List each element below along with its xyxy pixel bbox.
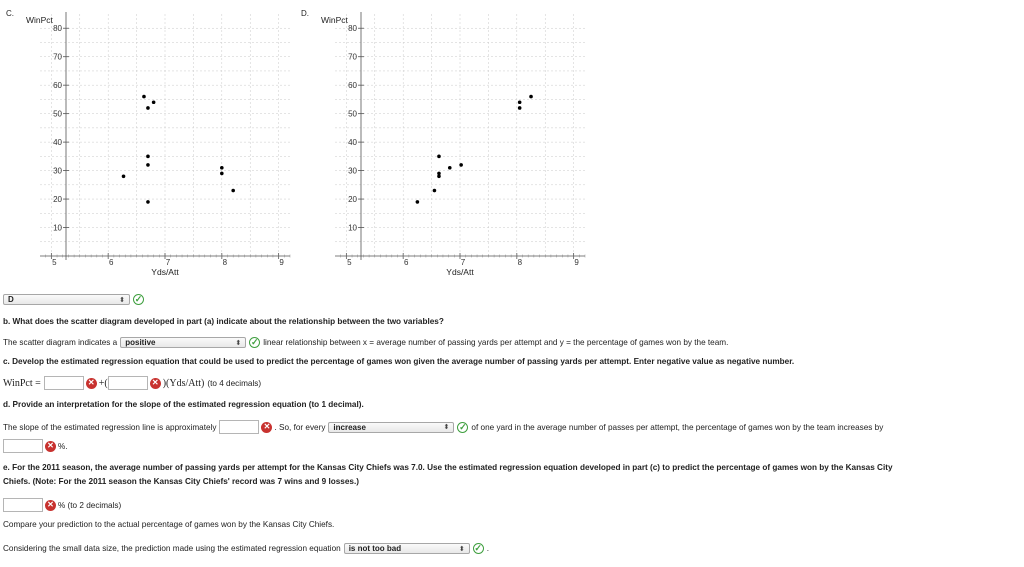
slope-value-input[interactable] [219, 420, 259, 434]
part-e-question-1 [3, 463, 893, 472]
chart-label: D. [301, 9, 309, 18]
scatter-chart-c [0, 0, 295, 290]
y-axis-label: WinPct [321, 15, 348, 25]
part-b-dropdown-value: positive [125, 338, 156, 347]
y-tick-label: 80 [348, 24, 357, 34]
y-tick-label: 50 [53, 109, 62, 119]
data-point [416, 200, 420, 204]
part-d-dropdown-value: increase [333, 422, 366, 432]
part-b-answer-row [3, 337, 728, 348]
y-tick-label: 80 [53, 24, 62, 34]
incorrect-icon: ✕ [45, 500, 56, 511]
y-tick-label: 30 [53, 166, 62, 176]
y-tick-label: 70 [53, 52, 62, 62]
dropdown-arrow-icon: ⬍ [458, 545, 465, 553]
percent-increase-input[interactable] [3, 439, 43, 453]
data-point [448, 166, 452, 170]
part-b-dropdown[interactable] [120, 337, 246, 348]
y-tick-label: 50 [348, 109, 357, 119]
y-tick-label: 40 [348, 138, 357, 148]
y-tick-label: 20 [348, 195, 357, 205]
check-icon: ✓ [134, 294, 143, 304]
part-a-dropdown[interactable] [3, 294, 130, 305]
data-point [220, 166, 224, 170]
data-point [529, 95, 533, 99]
part-c-equation-row [3, 376, 261, 390]
check-icon: ✓ [250, 337, 259, 347]
part-b-suffix: linear relationship between x = average number of passing yards per attempt and y = the percentage of games won by the team. [263, 338, 729, 347]
x-tick-label: 6 [108, 258, 114, 267]
x-tick-label: 5 [347, 258, 352, 267]
data-point [518, 100, 522, 104]
part-e-compare-text: Compare your prediction to the actual percentage of games won by the Kansas City Chiefs. [3, 520, 335, 529]
data-point [146, 106, 150, 110]
data-point [433, 189, 437, 193]
dropdown-arrow-icon: ⬍ [235, 339, 242, 347]
incorrect-icon: ✕ [150, 378, 161, 389]
part-b-question-text: b. What does the scatter diagram developed in part (a) indicate about the relationship between the two variables? [3, 317, 444, 326]
scatter-chart-d [295, 0, 590, 290]
slope-input[interactable] [108, 376, 148, 390]
check-icon: ✓ [474, 543, 482, 553]
x-tick-label: 8 [517, 258, 523, 267]
part-d-suffix: of one yard in the average number of passes per attempt, the percentage of games won by the team increases by [471, 422, 884, 432]
part-e-answer-row [3, 498, 121, 512]
y-tick-label: 10 [348, 223, 357, 233]
part-a-row [3, 294, 147, 305]
chart-label: C. [6, 9, 14, 18]
y-tick-label: 30 [348, 166, 357, 176]
check-icon: ✓ [459, 421, 467, 432]
prediction-input[interactable] [3, 498, 43, 512]
data-point [437, 174, 441, 178]
data-point [146, 155, 150, 159]
part-d-answer-row [3, 420, 883, 434]
part-e-dropdown-value: is not too bad [348, 544, 402, 553]
yds-att-label: )(Yds/Att) [162, 377, 205, 389]
x-tick-label: 7 [165, 258, 171, 267]
part-d-answer-row-2 [3, 439, 68, 453]
part-b-prefix: The scatter diagram indicates a [3, 338, 118, 347]
winpct-label: WinPct = [3, 377, 41, 389]
x-tick-label: 5 [52, 258, 57, 267]
dropdown-arrow-icon: ⬍ [119, 296, 125, 304]
data-point [146, 200, 150, 204]
intercept-input[interactable] [44, 376, 84, 390]
data-point [142, 95, 146, 99]
part-d-prefix: The slope of the estimated regression line is approximately [3, 422, 217, 432]
part-e-question-line1: e. For the 2011 season, the average number of passing yards per attempt for the Kansas City Chiefs was 7.0. Use the estimated regression equation developed in part (c) to predict the percentage of games won by the Kansas City [3, 463, 893, 472]
x-tick-label: 9 [279, 258, 284, 267]
data-point [146, 163, 150, 167]
incorrect-icon: ✕ [45, 441, 56, 452]
scatter-chart-c-svg [0, 0, 295, 290]
plus-label: +( [98, 377, 108, 389]
part-c-note: (to 4 decimals) [207, 378, 262, 388]
y-tick-label: 70 [348, 52, 357, 62]
part-d-middle: . So, for every [274, 422, 326, 432]
x-tick-label: 7 [460, 258, 466, 267]
part-e-considering-row: Considering the small data size, the prediction made using the estimated regression equation is not too bad ⬍ ✓ . [3, 543, 489, 553]
data-point [220, 172, 224, 176]
data-point [152, 100, 156, 104]
data-point [122, 174, 126, 178]
part-e-question-line2: Chiefs. (Note: For the 2011 season the Kansas City Chiefs' record was 7 wins and 9 losses.) [3, 477, 359, 486]
x-tick-label: 8 [222, 258, 228, 267]
dropdown-arrow-icon: ⬍ [443, 424, 450, 431]
part-e-considering-text: Considering the small data size, the prediction made using the estimated regression equation [3, 544, 341, 553]
data-point [437, 155, 441, 159]
incorrect-icon: ✕ [86, 378, 97, 389]
x-axis-label: Yds/Att [446, 267, 474, 277]
part-d-dropdown[interactable] [328, 422, 454, 433]
x-tick-label: 9 [574, 258, 579, 267]
part-e-dropdown[interactable] [344, 543, 470, 554]
incorrect-icon: ✕ [261, 422, 272, 433]
data-point [231, 189, 235, 193]
y-tick-label: 60 [348, 81, 357, 91]
x-axis-label: Yds/Att [151, 267, 179, 277]
part-b-question [3, 317, 444, 326]
part-e-compare [3, 520, 334, 529]
y-tick-label: 10 [53, 223, 62, 233]
part-a-dropdown-value: D [8, 295, 14, 304]
part-d-percent: %. [58, 441, 68, 451]
y-tick-label: 20 [53, 195, 62, 205]
part-c-question-text: c. Develop the estimated regression equation that could be used to predict the percentage of games won given the average number of passing yards per attempt. Enter negative value as negative number. [3, 357, 795, 366]
data-point [459, 163, 463, 167]
scatter-chart-d-svg [295, 0, 590, 290]
data-point [518, 106, 522, 110]
part-e-question-2 [3, 477, 359, 486]
part-e-answer-suffix: % (to 2 decimals) [58, 500, 122, 510]
x-tick-label: 6 [403, 258, 409, 267]
y-tick-label: 40 [53, 138, 62, 148]
y-axis-label: WinPct [26, 15, 53, 25]
y-tick-label: 60 [53, 81, 62, 91]
part-c-question [3, 357, 794, 366]
part-d-question [3, 400, 364, 409]
part-d-question-text: d. Provide an interpretation for the slope of the estimated regression equation (to 1 decimal). [3, 400, 364, 409]
